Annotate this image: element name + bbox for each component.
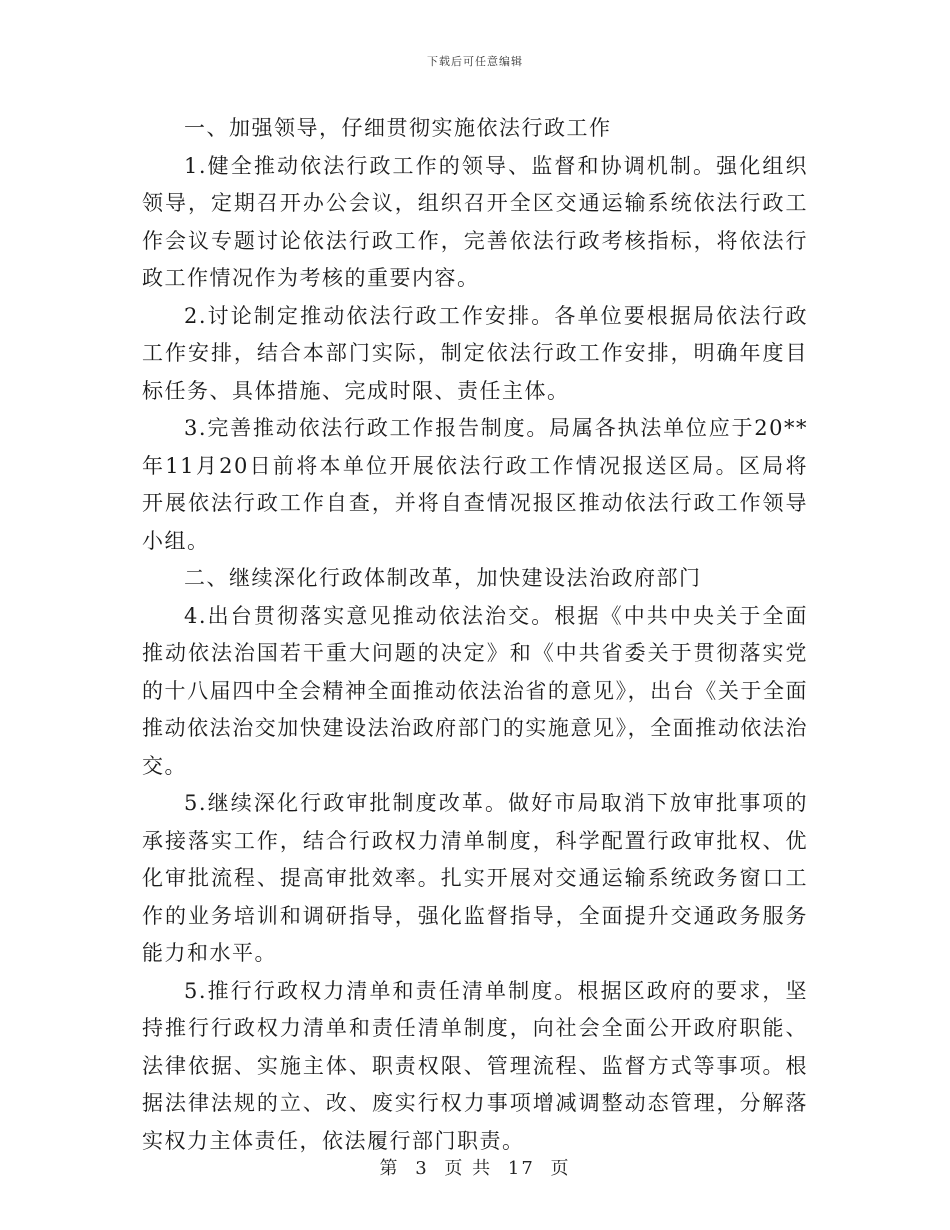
section-heading-1: 一、加强领导，仔细贯彻实施依法行政工作: [184, 116, 612, 140]
paragraph-3: 3.完善推动依法行政工作报告制度。局属各执法单位应于20**年11月20日前将本单位开展依法行政工作情况报送区局。区局将开展依法行政工作自查，并将自查情况报区推动依法行政工作领导小组。: [142, 416, 808, 553]
footer-suffix: 页: [550, 1158, 571, 1179]
footer-prefix: 第: [379, 1158, 400, 1179]
paragraph-6: 5.推行行政权力清单和责任清单制度。根据区政府的要求，坚持推行行政权力清单和责任清单制度，向社会全面公开政府职能、法律依据、实施主体、职责权限、管理流程、监督方式等事项。根据法律法规的立、改、废实行权力事项增减调整动态管理，分解落实权力主体责任，依法履行部门职责。: [142, 978, 808, 1153]
header-note: 下载后可任意编辑: [427, 55, 523, 68]
footer-page-number: 3: [415, 1158, 429, 1179]
paragraph-2: 2.讨论制定推动依法行政工作安排。各单位要根据局依法行政工作安排，结合本部门实际，制定依法行政工作安排，明确年度目标任务、具体措施、完成时限、责任主体。: [142, 303, 808, 403]
footer-total-pages: 17: [507, 1158, 535, 1179]
paragraph-5: 5.继续深化行政审批制度改革。做好市局取消下放审批事项的承接落实工作，结合行政权力清单制度，科学配置行政审批权、优化审批流程、提高审批效率。扎实开展对交通运输系统政务窗口工作的业务培训和调研指导，强化监督指导，全面提升交通政务服务能力和水平。: [142, 791, 808, 965]
footer-middle: 页 共: [444, 1158, 493, 1179]
paragraph-1: 1.健全推动依法行政工作的领导、监督和协调机制。强化组织领导，定期召开办公会议，组织召开全区交通运输系统依法行政工作会议专题讨论依法行政工作，完善依法行政考核指标，将依法行政工作情况作为考核的重要内容。: [142, 153, 808, 290]
page-footer: [0, 1154, 950, 1180]
document-body: [142, 110, 808, 1160]
section-heading-2: 二、继续深化行政体制改革，加快建设法治政府部门: [184, 566, 702, 590]
paragraph-4: 4.出台贯彻落实意见推动依法治交。根据《中共中央关于全面推动依法治国若干重大问题的决定》和《中共省委关于贯彻落实党的十八届四中全会精神全面推动依法治省的意见》，出台《关于全面推动依法治交加快建设法治政府部门的实施意见》，全面推动依法治交。: [142, 603, 808, 778]
